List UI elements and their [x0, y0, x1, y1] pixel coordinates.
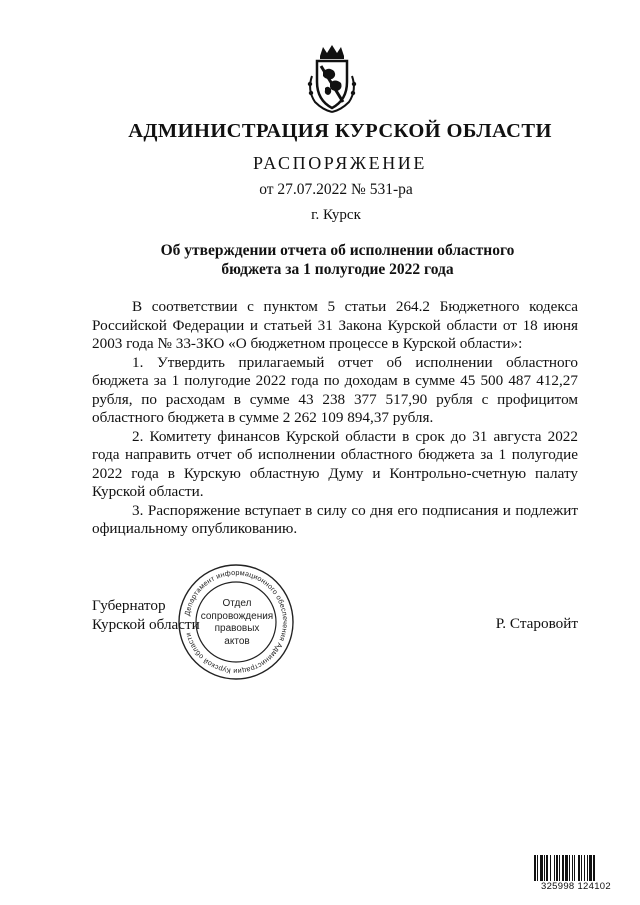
stamp-line-3: правовых: [214, 623, 260, 634]
document-subject: [150, 241, 525, 279]
document-body: [92, 298, 578, 539]
subject-line-1: Об утверждении отчета об исполнении областного: [160, 242, 515, 259]
stamp-line-2: сопровождения: [200, 610, 274, 622]
body-paragraph: 2. Комитету финансов Курской области в срок до 31 августа 2022 года направить отчет об исполнении областного бюджета за 1 полугодие 2022 года в Курскую областную Думу и Контрольно-счетную палату Курской области.: [92, 427, 578, 500]
body-paragraph: В соответствии с пунктом 5 статьи 264.2 Бюджетного кодекса Российской Федерации и статьей 31 Закона Курской области от 18 июня 2003 года № 33-ЗКО «О бюджетном процессе в Курской области»:: [92, 298, 578, 352]
signer-position-line-1: Губернатор: [92, 597, 166, 614]
subject-line-2: бюджета за 1 полугодие 2022 года: [221, 261, 454, 278]
coat-of-arms-icon: [301, 42, 363, 114]
stamp-line-1: Отдел: [222, 598, 252, 609]
organization-title: АДМИНИСТРАЦИЯ КУРСКОЙ ОБЛАСТИ: [128, 120, 552, 142]
barcode-icon: [533, 855, 619, 881]
barcode-digits: 325998 124102: [541, 881, 611, 892]
signer-position-line-2: Курской области: [92, 616, 200, 633]
document-type: РАСПОРЯЖЕНИЕ: [252, 153, 427, 173]
signer-name: Р. Старовойт: [495, 615, 578, 632]
document-city: г. Курск: [311, 207, 361, 223]
body-paragraph: 3. Распоряжение вступает в силу со дня его подписания и подлежит официальному опубликованию.: [92, 501, 578, 537]
body-paragraph: 1. Утвердить прилагаемый отчет об исполнении областного бюджета за 1 полугодие 2022 года по доходам в сумме 45 500 487 412,27 рубля, по расходам в сумме 43 238 377 517,90 рубля с профицитом областного бюджета в сумме 2 262 109 894,37 рубля.: [92, 353, 578, 426]
stamp-center-text: [196, 598, 278, 648]
document-date-number: от 27.07.2022 № 531-ра: [259, 181, 413, 198]
stamp-ring-text: Департамент информационного обеспечения Администрации Курской области: [182, 567, 291, 677]
stamp-line-4: актов: [224, 635, 250, 647]
